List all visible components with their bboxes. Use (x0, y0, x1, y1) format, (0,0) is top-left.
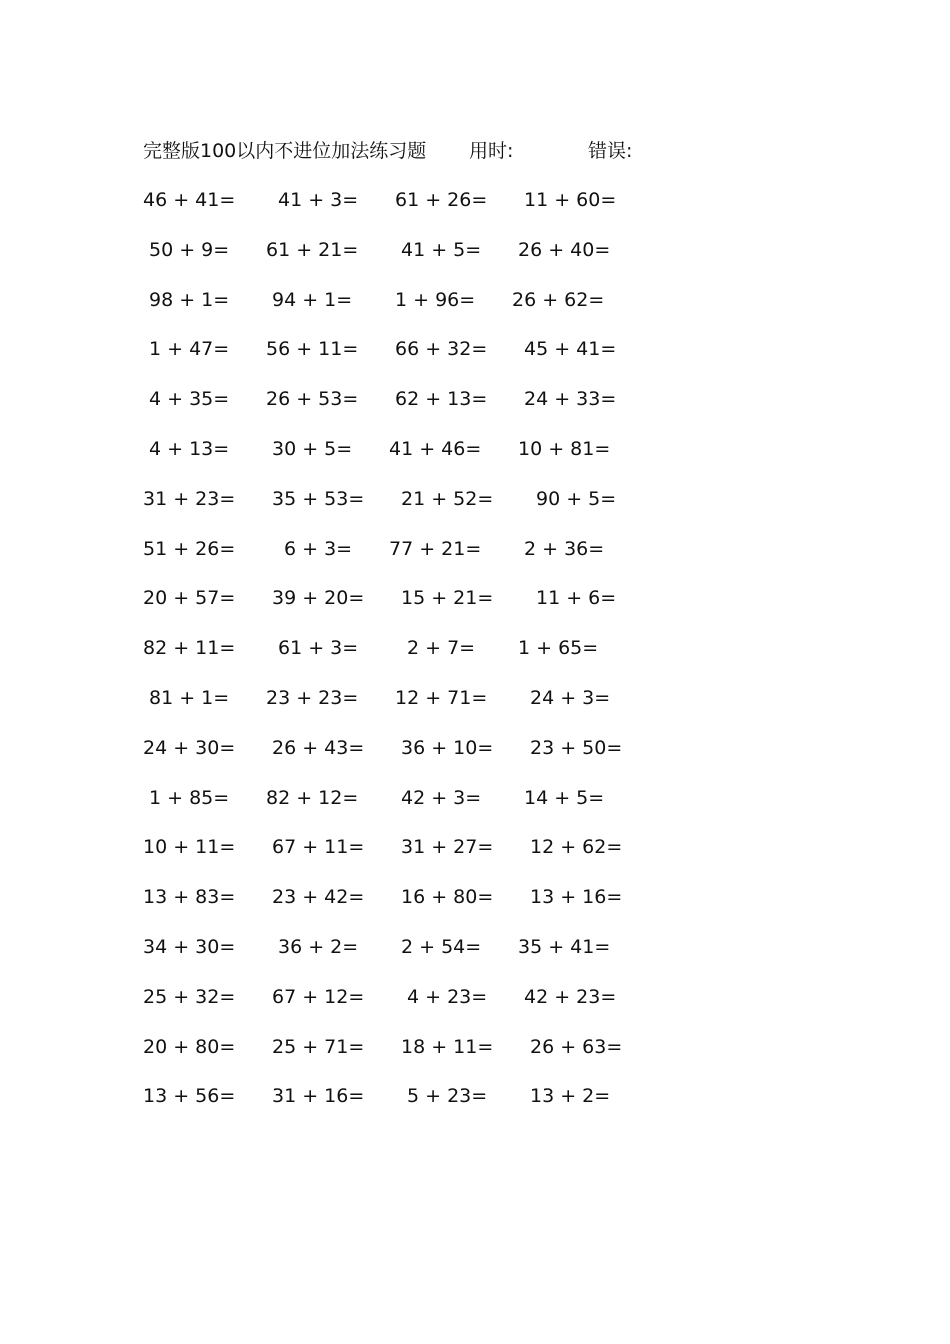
problem-item: 82 + 12= (266, 786, 359, 809)
problem-item: 51 + 26= (143, 537, 236, 560)
problem-item: 2 + 54= (401, 936, 482, 958)
problem-item: 2 + 7= (407, 637, 476, 660)
problem-item: 62 + 13= (395, 388, 488, 411)
problem-item: 61 + 3= (278, 637, 359, 660)
problem-item: 24 + 3= (530, 687, 611, 709)
problem-item: 4 + 13= (149, 438, 230, 460)
problem-item: 36 + 2= (278, 936, 359, 958)
problem-item: 30 + 5= (272, 438, 353, 460)
problem-item: 41 + 5= (401, 238, 482, 261)
problem-item: 20 + 80= (143, 1035, 236, 1058)
problem-item: 26 + 62= (512, 288, 605, 311)
problem-item: 14 + 5= (524, 786, 605, 809)
problem-item: 42 + 3= (401, 786, 482, 809)
problem-item: 1 + 96= (395, 288, 476, 311)
problem-item: 56 + 11= (266, 338, 359, 361)
problem-item: 45 + 41= (524, 338, 617, 361)
problem-item: 11 + 6= (536, 587, 617, 610)
problem-item: 21 + 52= (401, 487, 494, 510)
problem-item: 12 + 62= (530, 836, 623, 859)
problem-item: 61 + 21= (266, 238, 359, 261)
problem-item: 23 + 23= (266, 687, 359, 709)
problem-item: 20 + 57= (143, 587, 236, 610)
problem-item: 42 + 23= (524, 985, 617, 1008)
problem-item: 12 + 71= (395, 687, 488, 709)
problem-item: 25 + 71= (272, 1035, 365, 1058)
problem-item: 4 + 35= (149, 388, 230, 411)
problem-item: 94 + 1= (272, 288, 353, 311)
problem-item: 24 + 33= (524, 388, 617, 411)
problem-item: 31 + 27= (401, 836, 494, 859)
problem-item: 1 + 85= (149, 786, 230, 809)
problem-item: 15 + 21= (401, 587, 494, 610)
problem-item: 82 + 11= (143, 637, 236, 660)
problem-item: 13 + 83= (143, 886, 236, 909)
problem-item: 16 + 80= (401, 886, 494, 909)
problem-item: 10 + 81= (518, 438, 611, 460)
problem-item: 39 + 20= (272, 587, 365, 610)
problem-item: 46 + 41= (143, 189, 236, 211)
problem-item: 77 + 21= (389, 537, 482, 560)
errors-label: 错误: (588, 140, 633, 162)
problem-item: 25 + 32= (143, 985, 236, 1008)
problem-item: 18 + 11= (401, 1035, 494, 1058)
problem-item: 26 + 53= (266, 388, 359, 411)
problem-item: 81 + 1= (149, 687, 230, 709)
problem-item: 6 + 3= (284, 537, 353, 560)
problem-item: 67 + 12= (272, 985, 365, 1008)
problem-item: 5 + 23= (407, 1085, 488, 1108)
problem-item: 26 + 63= (530, 1035, 623, 1058)
problem-item: 13 + 2= (530, 1085, 611, 1108)
problem-item: 35 + 41= (518, 936, 611, 958)
problem-item: 2 + 36= (524, 537, 605, 560)
problem-item: 23 + 50= (530, 736, 623, 759)
problem-item: 98 + 1= (149, 288, 230, 311)
problem-item: 1 + 47= (149, 338, 230, 361)
problem-item: 23 + 42= (272, 886, 365, 909)
problem-item: 34 + 30= (143, 936, 236, 958)
problem-item: 26 + 43= (272, 736, 365, 759)
problem-item: 31 + 16= (272, 1085, 365, 1108)
problem-item: 66 + 32= (395, 338, 488, 361)
problem-item: 90 + 5= (536, 487, 617, 510)
worksheet-title: 完整版100以内不进位加法练习题 (143, 140, 427, 162)
problem-item: 50 + 9= (149, 238, 230, 261)
time-used-label: 用时: (469, 140, 514, 162)
problem-item: 36 + 10= (401, 736, 494, 759)
problem-item: 26 + 40= (518, 238, 611, 261)
problem-item: 24 + 30= (143, 736, 236, 759)
problem-item: 13 + 56= (143, 1085, 236, 1108)
problem-item: 13 + 16= (530, 886, 623, 909)
problem-item: 35 + 53= (272, 487, 365, 510)
problem-item: 41 + 46= (389, 438, 482, 460)
problem-item: 4 + 23= (407, 985, 488, 1008)
problem-item: 11 + 60= (524, 189, 617, 211)
problem-item: 41 + 3= (278, 189, 359, 211)
problem-item: 61 + 26= (395, 189, 488, 211)
problem-item: 67 + 11= (272, 836, 365, 859)
problem-item: 1 + 65= (518, 637, 599, 660)
problem-item: 31 + 23= (143, 487, 236, 510)
problem-item: 10 + 11= (143, 836, 236, 859)
